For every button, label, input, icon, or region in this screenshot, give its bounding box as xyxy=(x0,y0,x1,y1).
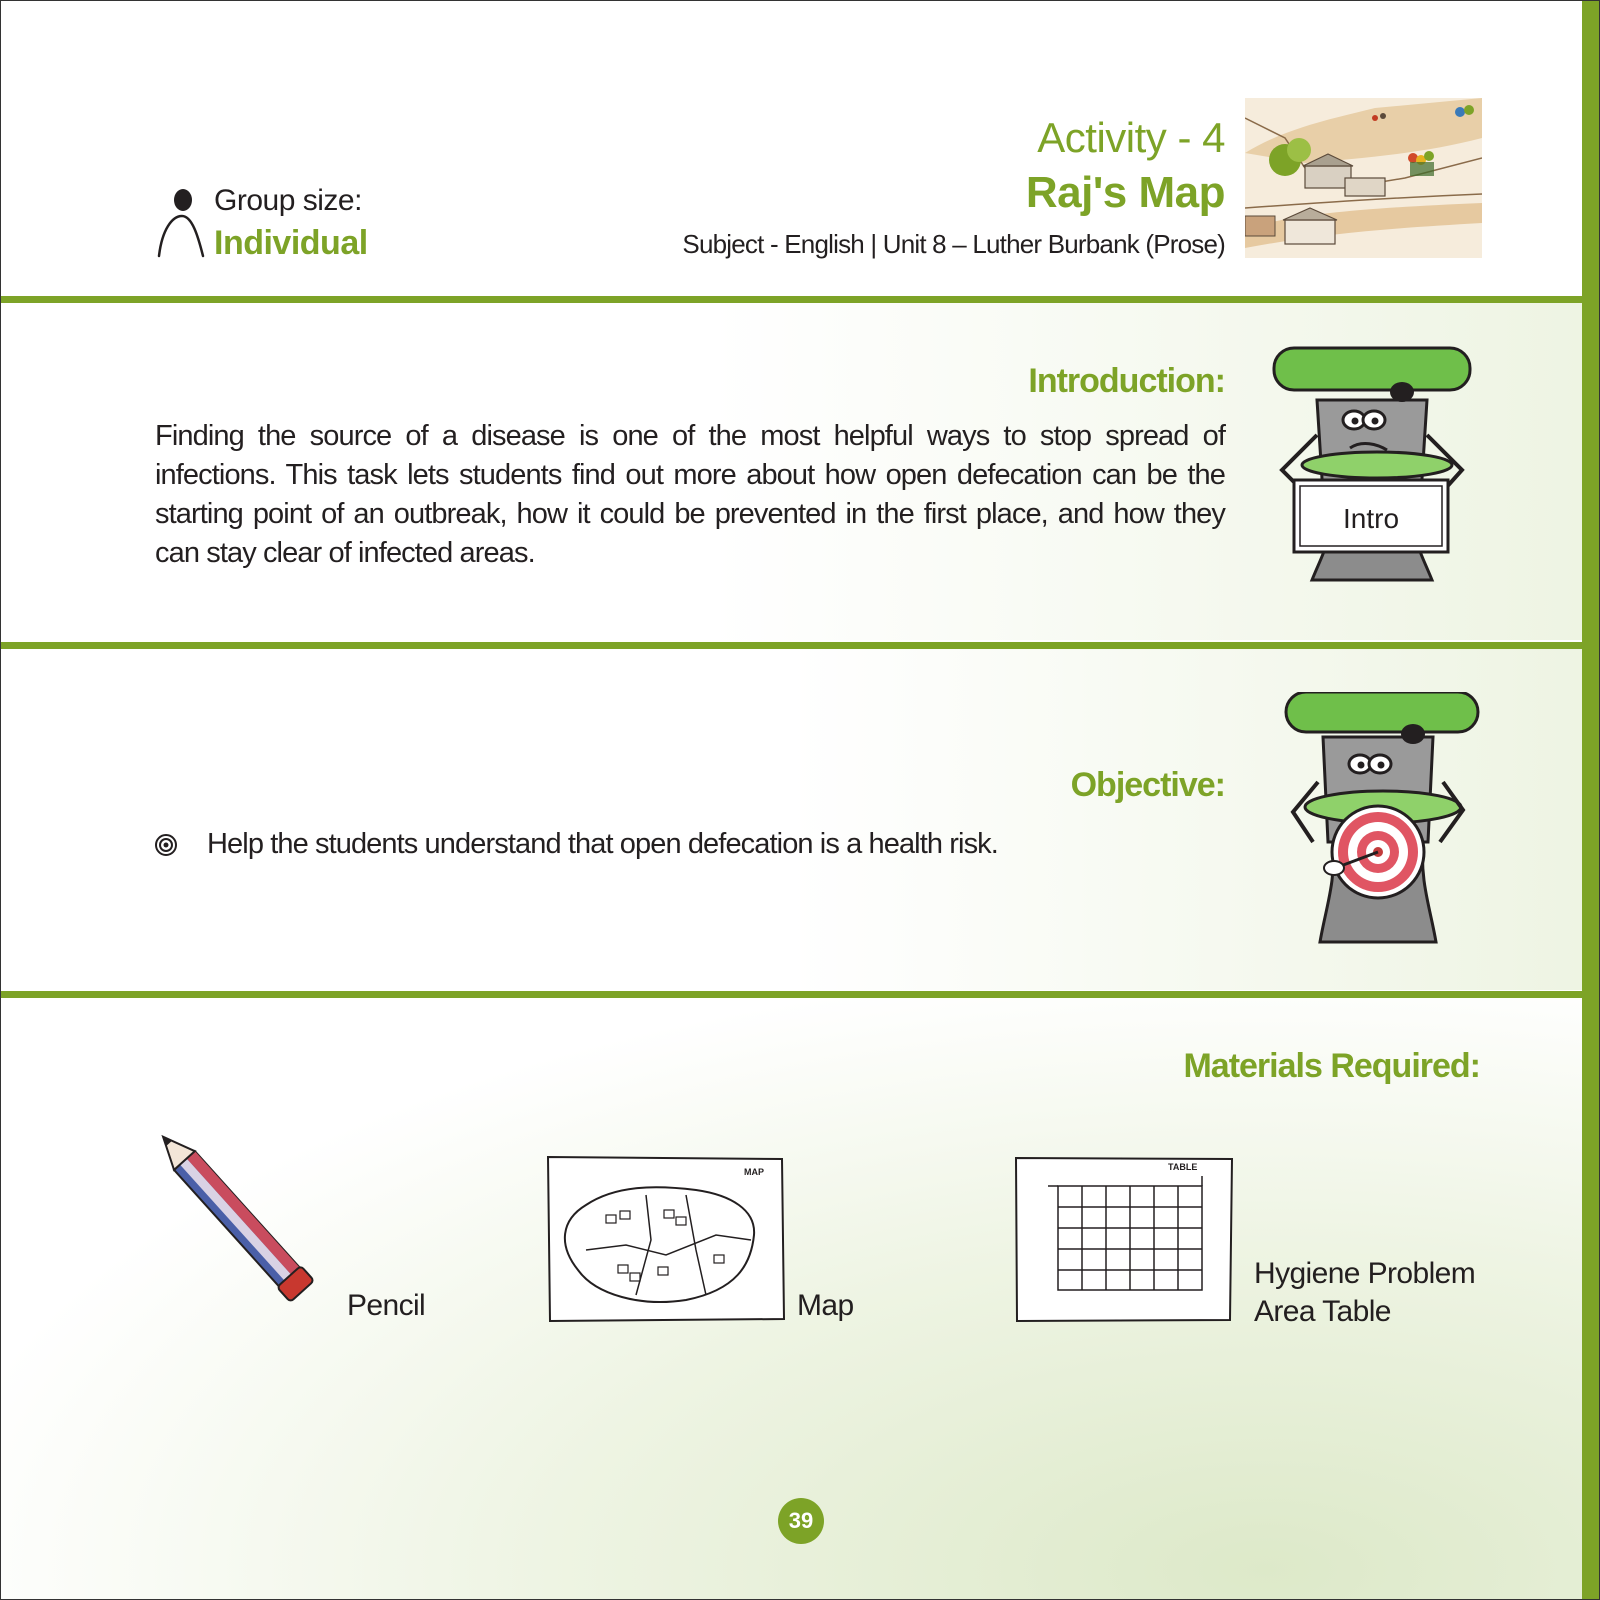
introduction-body: Finding the source of a disease is one of the most helpful ways to stop spread of infections. This task lets students find out more about how open defecation can be the starting point of an outbreak, how it could be prevented in the first place, and how they can stay clear of infected areas. xyxy=(155,420,1225,569)
page-number-badge: 39 xyxy=(778,1498,824,1544)
table-icon xyxy=(1014,1156,1234,1323)
divider-3 xyxy=(0,991,1582,998)
group-size-label: Group size: xyxy=(214,184,362,217)
pencil-icon xyxy=(150,1118,325,1323)
objective-heading: Objective: xyxy=(1070,766,1225,804)
objective-item-text: Help the students understand that open defecation is a health risk. xyxy=(207,828,998,860)
village-illustration xyxy=(1245,98,1482,258)
person-icon xyxy=(154,186,206,260)
table-label-line-1: Hygiene Problem xyxy=(1254,1257,1476,1290)
map-label: Map xyxy=(797,1289,854,1322)
target-bullet-icon xyxy=(155,834,177,856)
table-label-line-2: Area Table xyxy=(1254,1295,1391,1328)
divider-1 xyxy=(0,296,1582,303)
introduction-heading: Introduction: xyxy=(1028,362,1225,400)
table-label xyxy=(1254,1255,1475,1331)
right-green-strip xyxy=(1582,0,1600,1600)
map-sheet-caption: MAP xyxy=(744,1167,764,1177)
subject-line: Subject - English | Unit 8 – Luther Burbank (Prose) xyxy=(682,229,1225,259)
table-sheet-caption: TABLE xyxy=(1168,1162,1198,1172)
pencil-label: Pencil xyxy=(347,1289,426,1322)
toilet-mascot-intro xyxy=(1262,340,1482,605)
map-icon xyxy=(546,1155,786,1323)
divider-2 xyxy=(0,642,1582,649)
materials-heading: Materials Required: xyxy=(1183,1047,1480,1085)
toilet-mascot-objective xyxy=(1268,692,1488,957)
intro-sign-text: Intro xyxy=(1342,503,1400,534)
group-size-value: Individual xyxy=(214,224,368,262)
objective-item xyxy=(155,828,998,861)
activity-number: Activity - 4 xyxy=(1037,114,1225,161)
activity-title: Raj's Map xyxy=(1025,168,1225,217)
